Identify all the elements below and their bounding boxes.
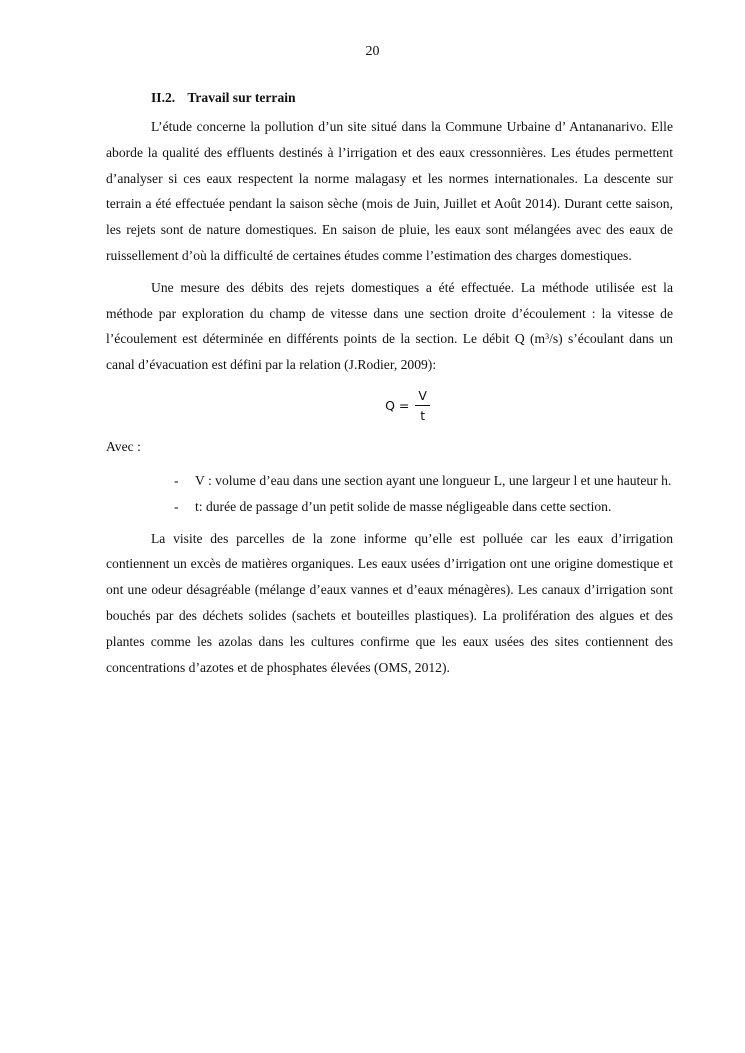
formula-numerator: V (415, 388, 430, 406)
paragraph-method-text-2: /s) s’écoulant dans un canal d’évacuation est défini par la relation (J.Rodier, 2009): (106, 331, 673, 373)
flow-formula (106, 388, 673, 428)
paragraph-site-visit: La visite des parcelles de la zone informe qu’elle est polluée car les eaux d’irrigation contiennent un excès de matières organiques. Les eaux usées d’irrigation ont une origine domestique et ont une odeur désagréable (mélange d’eaux vannes et d’eaux ménagères). Les canaux d’irrigation sont bouchés par des déchets solides (sachets et bouteilles plastiques). La prolifération des algues et des plantes comme les azolas dans les cultures confirme que les eaux usées des sites contiennent des concentrations d’azotes et de phosphates élevées (OMS, 2012). (106, 530, 673, 675)
page-number: 20 (365, 44, 380, 59)
formula-fraction (415, 388, 430, 424)
avec-label: Avec : (106, 438, 141, 454)
list-item (106, 494, 673, 520)
document-body (106, 88, 673, 680)
list-bullet: - (174, 498, 179, 514)
list-item (106, 468, 673, 494)
paragraph-method-text-1: Une mesure des débits des rejets domestiques a été effectuée. La méthode utilisée est la méthode par exploration du champ de vitesse dans une section droite d’écoulement : la vitesse de l’écoulement est déterminée en différents points de la section. Le débit Q (m (106, 279, 673, 347)
section-number: II.2. (151, 90, 176, 105)
paragraph-intro: L’étude concerne la pollution d’un site situé dans la Commune Urbaine d’ Antananarivo. Elle aborde la qualité des effluents destinés à l’irrigation et des eaux cressonnières. Les études permettent d’analyser si ces eaux respectent la norme malagasy et les normes internationales. La descente sur terrain a été effectuée pendant la saison sèche (mois de Juin, Juillet et Août 2014). Durant cette saison, les rejets sont de nature domestiques. En saison de pluie, les eaux sont mélangées avec des eaux de ruissellement d’où la difficulté de certaines études comme l’estimation des charges domestiques. (106, 119, 673, 263)
formula-lhs: Q = (385, 398, 410, 414)
variable-definitions-list (106, 468, 673, 520)
paragraph-method (106, 275, 673, 378)
list-bullet: - (174, 472, 179, 488)
section-heading (106, 88, 673, 108)
list-item-text: t: durée de passage d’un petit solide de masse négligeable dans cette section. (195, 498, 612, 514)
section-title: Travail sur terrain (187, 90, 296, 105)
superscript-exponent: 3 (545, 332, 550, 342)
list-item-text: V : volume d’eau dans une section ayant une longueur L, une largeur l et une hauteur h. (195, 472, 672, 488)
formula-denominator: t (420, 407, 426, 423)
